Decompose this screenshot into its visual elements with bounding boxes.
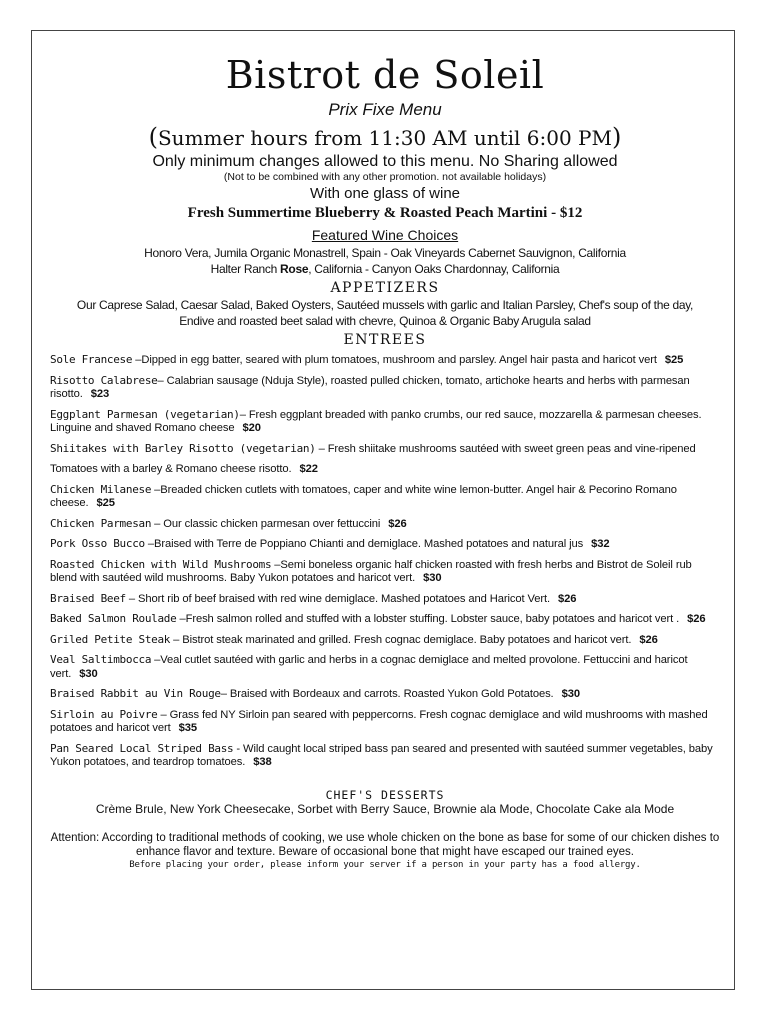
desserts-title: CHEF'S DESSERTS bbox=[325, 787, 445, 802]
entree-item bbox=[50, 442, 720, 457]
entree-item bbox=[50, 653, 720, 681]
entree-name: Shiitakes with Barley Risotto (vegetarian) bbox=[50, 441, 316, 455]
entree-desc: –Veal cutlet sautéed with garlic and herbs in a cognac demiglace and melted provolone. Fettuccini and haricot vert. bbox=[50, 654, 688, 680]
wine-list-line-2-bold: Rose bbox=[280, 262, 309, 276]
wine-list-line-1: Honoro Vera, Jumila Organic Monastrell, Spain - Oak Vineyards Cabernet Sauvignon, California bbox=[144, 246, 626, 260]
restaurant-title: Bistrot de Soleil bbox=[225, 53, 545, 97]
entree-price: $35 bbox=[178, 722, 198, 734]
entree-price: $26 bbox=[388, 517, 407, 530]
menu-notice-small: (Not to be combined with any other promotion. not available holidays) bbox=[223, 171, 547, 183]
appetizers-line-2: Endive and roasted beet salad with chevre, Quinoa & Organic Baby Arugula salad bbox=[179, 314, 591, 328]
entree-name: Risotto Calabrese bbox=[50, 373, 158, 387]
menu-notice: Only minimum changes allowed to this menu. No Sharing allowed bbox=[152, 153, 618, 170]
menu-content bbox=[50, 31, 720, 871]
entree-desc: – Fresh shiitake mushrooms sautéed with sweet green peas and vine-ripened bbox=[315, 442, 696, 455]
entree-item bbox=[50, 592, 720, 607]
entree-desc: – Bistrot steak marinated and grilled. Fresh cognac demiglace. Baby potatoes and haricot vert. bbox=[170, 633, 632, 646]
entree-price: $32 bbox=[591, 538, 610, 550]
entree-name: Veal Saltimbocca bbox=[50, 653, 152, 666]
entree-price: $38 bbox=[253, 756, 272, 768]
menu-frame bbox=[31, 30, 735, 990]
entree-desc: – Braised with Bordeaux and carrots. Roasted Yukon Gold Potatoes. bbox=[220, 688, 554, 700]
entree-item bbox=[50, 537, 720, 552]
entree-price: $30 bbox=[561, 688, 580, 700]
entree-name: Sirloin au Poivre bbox=[50, 707, 158, 721]
entree-item bbox=[50, 742, 720, 770]
appetizers-line-1: Our Caprese Salad, Caesar Salad, Baked Oysters, Sautéed mussels with garlic and Italian Parsley, Chef's soup of the day, bbox=[76, 298, 694, 312]
entree-name: Chicken Parmesan bbox=[50, 516, 152, 530]
entree-price: $30 bbox=[423, 572, 442, 584]
summer-hours: (Summer hours from 11:30 AM until 6:00 PM) bbox=[148, 123, 622, 151]
entree-item bbox=[50, 408, 720, 436]
entree-desc: – Short rib of beef braised with red wine demiglace. Mashed potatoes and Haricot Vert. bbox=[125, 592, 550, 605]
menu-subtitle: Prix Fixe Menu bbox=[328, 100, 442, 119]
entree-name: Pan Seared Local Striped Bass bbox=[50, 741, 234, 755]
entree-price: $30 bbox=[79, 667, 98, 680]
entree-item bbox=[50, 612, 720, 627]
entree-name: Chicken Milanese bbox=[50, 482, 152, 496]
entree-desc: – Fresh eggplant breaded with panko crumbs, our red sauce, mozzarella & parmesan cheeses. Linguine and shaved Romano cheese bbox=[50, 408, 702, 434]
entree-desc: –Semi boneless organic half chicken roasted with fresh herbs and Bistrot de Soleil rub blend with sautéed wild mushrooms. Baby Yukon potatoes and haricot vert. bbox=[50, 558, 692, 584]
entree-price: $25 bbox=[96, 497, 115, 509]
entree-price: $25 bbox=[664, 354, 684, 366]
entree-list bbox=[50, 353, 720, 770]
entree-item bbox=[50, 633, 720, 648]
wine-line: With one glass of wine bbox=[309, 185, 461, 202]
summer-hours-text: Summer hours from 11:30 AM until 6:00 PM bbox=[157, 126, 612, 150]
entree-price: $26 bbox=[558, 592, 577, 605]
entree-name: Baked Salmon Roulade bbox=[50, 612, 177, 625]
entree-price: $26 bbox=[639, 633, 658, 646]
entree-desc: –Breaded chicken cutlets with tomatoes, caper and white wine lemon-butter. Angel hair & Pecorino Romano cheese. bbox=[50, 483, 677, 509]
entree-name: Eggplant Parmesan (vegetarian) bbox=[50, 407, 240, 421]
entree-name: Pork Osso Bucco bbox=[50, 537, 145, 550]
entrees-title: ENTREES bbox=[343, 332, 427, 348]
entree-item bbox=[50, 462, 720, 477]
entree-desc: –Dipped in egg batter, seared with plum tomatoes, mushroom and parsley. Angel hair pasta and haricot vert bbox=[132, 354, 657, 366]
entree-desc: – Our classic chicken parmesan over fettuccini bbox=[151, 517, 381, 530]
wine-list-line-2-b: , California - Canyon Oaks Chardonnay, California bbox=[308, 262, 560, 276]
entree-item bbox=[50, 687, 720, 702]
promo-line: Fresh Summertime Blueberry & Roasted Peach Martini - $12 bbox=[187, 205, 583, 221]
entree-item bbox=[50, 708, 720, 736]
entree-desc: –Braised with Terre de Poppiano Chianti and demiglace. Mashed potatoes and natural jus bbox=[144, 538, 584, 550]
entree-item bbox=[50, 483, 720, 511]
wine-list-line-2-a: Halter Ranch bbox=[210, 262, 281, 276]
entree-item bbox=[50, 374, 720, 402]
entree-name: Braised Rabbit au Vin Rouge bbox=[50, 687, 221, 700]
entree-price: $23 bbox=[90, 388, 110, 400]
entree-name: Braised Beef bbox=[50, 591, 126, 605]
desserts-list: Crème Brule, New York Cheesecake, Sorbet with Berry Sauce, Brownie ala Mode, Chocolate Cake ala Mode bbox=[95, 801, 675, 816]
entree-desc: – Calabrian sausage (Nduja Style), roasted pulled chicken, tomato, artichoke hearts and herbs with parmesan risotto. bbox=[50, 374, 690, 400]
entree-name: Sole Francese bbox=[50, 353, 133, 366]
entree-desc: –Fresh salmon rolled and stuffed with a lobster stuffing. Lobster sauce, baby potatoes and haricot vert . bbox=[176, 613, 680, 625]
entree-name: Griled Petite Steak bbox=[50, 632, 171, 646]
entree-price: $26 bbox=[687, 613, 706, 625]
entree-price: $22 bbox=[299, 463, 318, 475]
appetizers-title: APPETIZERS bbox=[330, 280, 440, 296]
attention-notice: Attention: According to traditional methods of cooking, we use whole chicken on the bone as base for some of our chicken dishes to enhance flavor and texture. Beware of occasional bone that might have escaped our trained eyes. bbox=[50, 831, 720, 858]
entree-price: $20 bbox=[242, 422, 261, 434]
allergy-notice: Before placing your order, please inform your server if a person in your party has a food allergy. bbox=[129, 859, 641, 870]
entree-desc: - Wild caught local striped bass pan seared and presented with sautéed summer vegetables, baby Yukon potatoes, and teardrop tomatoes. bbox=[50, 742, 713, 768]
entree-desc: – Grass fed NY Sirloin pan seared with peppercorns. Fresh cognac demiglace and wild mushrooms with mashed potatoes and haricot vert bbox=[50, 708, 708, 734]
featured-wine-title: Featured Wine Choices bbox=[311, 227, 459, 243]
entree-name: Roasted Chicken with Wild Mushrooms bbox=[50, 557, 272, 571]
entree-item bbox=[50, 558, 720, 586]
entree-desc: Tomatoes with a barley & Romano cheese risotto. bbox=[50, 463, 292, 475]
entree-item bbox=[50, 517, 720, 532]
wine-list-line-2 bbox=[50, 261, 720, 277]
entree-item bbox=[50, 353, 720, 368]
